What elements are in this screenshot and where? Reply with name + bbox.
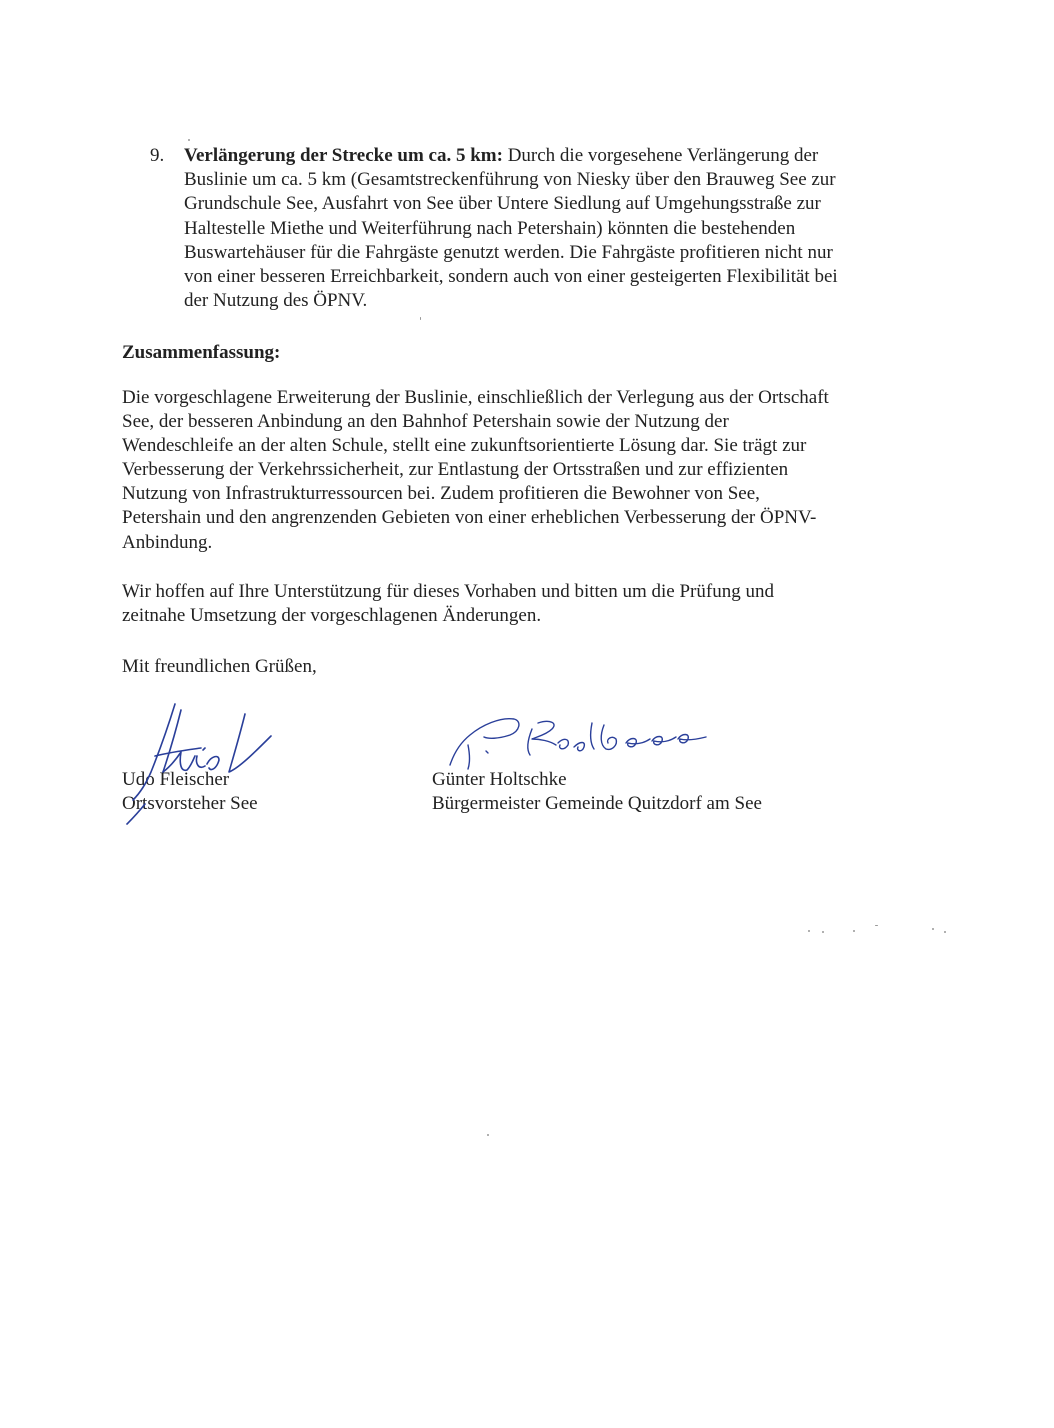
signatory-title: Ortsvorsteher See <box>122 793 258 814</box>
paragraph-line: See, der besseren Anbindung an den Bahnhof Petershain sowie der Nutzung der <box>122 411 729 433</box>
closing-salutation: Mit freundlichen Grüßen, <box>122 656 317 677</box>
scan-speck <box>188 139 190 141</box>
paragraph-line: Wendeschleife an der alten Schule, stellt eine zukunftsorientierte Lösung dar. Sie trägt zur <box>122 435 807 457</box>
paragraph-line: Petershain und den angrenzenden Gebieten von einer erheblichen Verbesserung der ÖPNV- <box>122 507 817 529</box>
scan-speck <box>808 930 810 932</box>
list-item-text <box>184 144 919 313</box>
list-item-line: Buswartehäuser für die Fahrgäste genutzt werden. Die Fahrgäste profitieren nicht nur <box>184 241 833 263</box>
signatory-title: Bürgermeister Gemeinde Quitzdorf am See <box>432 793 762 814</box>
scan-speck <box>932 928 934 930</box>
paragraph-line: Verbesserung der Verkehrssicherheit, zur Entlastung der Ortsstraßen und zur effizienten <box>122 459 789 481</box>
signature-fleischer <box>115 690 305 830</box>
scan-speck <box>875 925 878 926</box>
scan-speck <box>822 931 824 933</box>
signature-holtschke <box>440 705 720 775</box>
paragraph-line: Die vorgeschlagene Erweiterung der Buslinie, einschließlich der Verlegung aus der Ortschaft <box>122 387 829 408</box>
signatory-name: Udo Fleischer <box>122 769 230 790</box>
paragraph-line: Anbindung. <box>122 531 213 553</box>
paragraph-line: Wir hoffen auf Ihre Unterstützung für dieses Vorhaben und bitten um die Prüfung und <box>122 581 774 602</box>
scan-speck <box>487 1134 489 1136</box>
list-item-title: Verlängerung der Strecke um ca. 5 km: <box>184 145 503 166</box>
request-paragraph <box>122 580 922 628</box>
list-number: 9. <box>150 145 165 166</box>
scan-speck <box>853 930 855 932</box>
list-item-line: Grundschule See, Ausfahrt von See über Untere Siedlung auf Umgehungsstraße zur <box>184 193 821 215</box>
summary-heading: Zusammenfassung: <box>122 342 281 363</box>
scan-speck <box>420 317 421 320</box>
scan-speck <box>944 931 946 933</box>
signatory-name: Günter Holtschke <box>432 769 567 790</box>
list-item-line: Haltestelle Miethe und Weiterführung nach Petershain) könnten die bestehenden <box>184 217 796 239</box>
paragraph-line: zeitnahe Umsetzung der vorgeschlagenen Änderungen. <box>122 605 542 627</box>
list-item-line: Buslinie um ca. 5 km (Gesamtstreckenführung von Niesky über den Brauweg See zur <box>184 169 836 191</box>
list-item-line: von einer besseren Erreichbarkeit, sondern auch von einer gesteigerten Flexibilität bei <box>184 266 838 288</box>
list-item-line: der Nutzung des ÖPNV. <box>184 290 368 312</box>
summary-paragraph <box>122 386 922 555</box>
list-item-line: Durch die vorgesehene Verlängerung der <box>502 145 819 166</box>
paragraph-line: Nutzung von Infrastrukturressourcen bei. Zudem profitieren die Bewohner von See, <box>122 483 760 505</box>
list-item-first-line <box>184 144 919 168</box>
